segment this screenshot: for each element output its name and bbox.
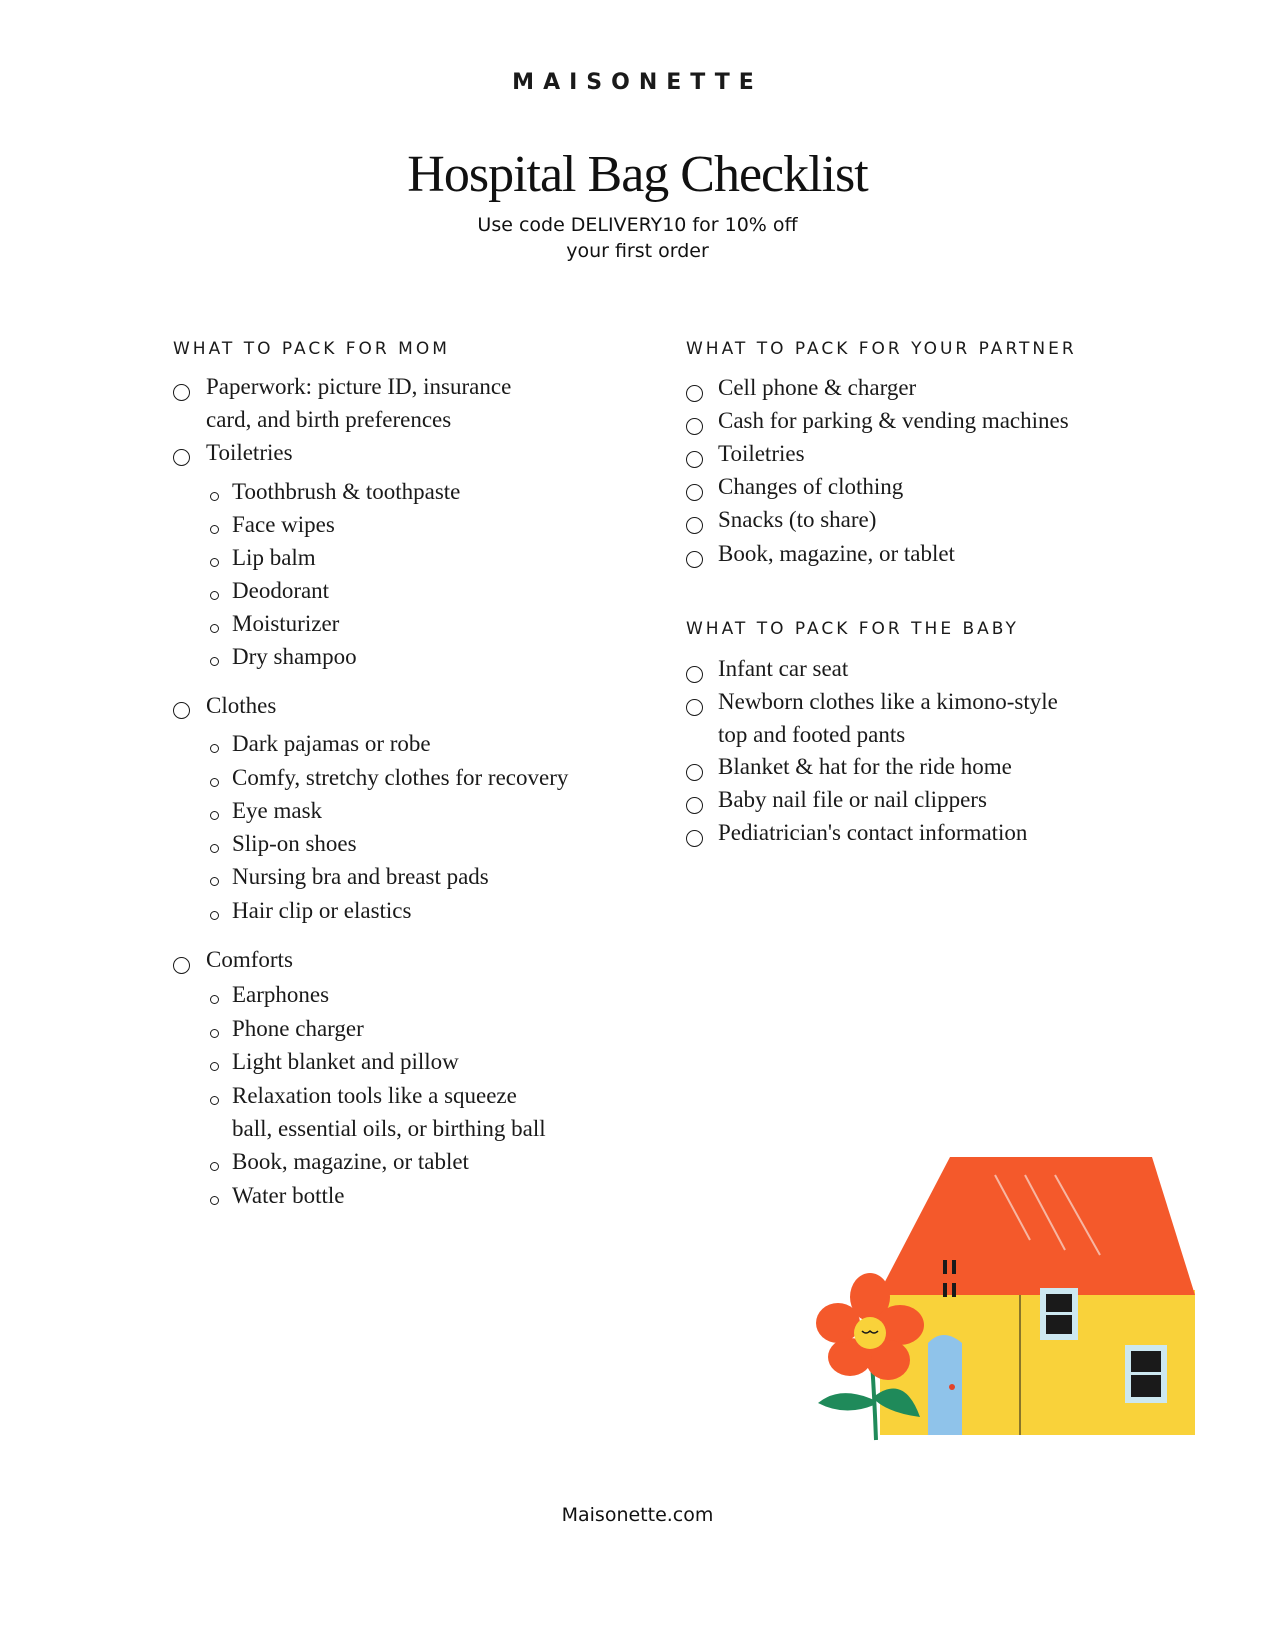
subitem-nursing-bra: Nursing bra and breast pads bbox=[232, 864, 489, 889]
checkbox-baby-2[interactable] bbox=[686, 699, 703, 716]
partner-item-snacks: Snacks (to share) bbox=[718, 507, 877, 532]
checkbox-toiletries[interactable] bbox=[173, 449, 190, 466]
partner-item-cell-phone: Cell phone & charger bbox=[718, 375, 917, 400]
bullet bbox=[210, 657, 219, 666]
subitem-book: Book, magazine, or tablet bbox=[232, 1149, 469, 1174]
checkbox-baby-3[interactable] bbox=[686, 764, 703, 781]
partner-item-cash: Cash for parking & vending machines bbox=[718, 408, 1069, 433]
house-illustration bbox=[810, 1155, 1200, 1445]
checkbox-partner-3[interactable] bbox=[686, 451, 703, 468]
house-icon bbox=[878, 1157, 1195, 1435]
subitem-earphones: Earphones bbox=[232, 982, 330, 1007]
subitem-eye-mask: Eye mask bbox=[232, 798, 323, 823]
baby-item-car-seat: Infant car seat bbox=[718, 656, 849, 681]
subitem-phone-charger: Phone charger bbox=[232, 1016, 364, 1041]
subitem-moisturizer: Moisturizer bbox=[232, 611, 340, 636]
subitem-face-wipes: Face wipes bbox=[232, 512, 335, 537]
subitem-slip-on-shoes: Slip-on shoes bbox=[232, 831, 357, 856]
bullet bbox=[210, 844, 219, 853]
checkbox-baby-4[interactable] bbox=[686, 797, 703, 814]
promo-line-2: your first order bbox=[566, 240, 709, 262]
checkbox-comforts[interactable] bbox=[173, 957, 190, 974]
subitem-deodorant: Deodorant bbox=[232, 578, 330, 603]
promo-text bbox=[0, 212, 1275, 264]
subitem-lip-balm: Lip balm bbox=[232, 545, 316, 570]
baby-item-newborn-clothes-2: top and footed pants bbox=[718, 722, 906, 747]
bullet bbox=[210, 811, 219, 820]
bullet bbox=[210, 1196, 219, 1205]
bullet bbox=[210, 1096, 219, 1105]
subitem-water-bottle: Water bottle bbox=[232, 1183, 345, 1208]
bullet bbox=[210, 744, 219, 753]
subitem-hair-clip: Hair clip or elastics bbox=[232, 898, 412, 923]
bullet bbox=[210, 1062, 219, 1071]
checkbox-partner-5[interactable] bbox=[686, 517, 703, 534]
bullet bbox=[210, 1162, 219, 1171]
checkbox-clothes[interactable] bbox=[173, 702, 190, 719]
subitem-toothbrush: Toothbrush & toothpaste bbox=[232, 479, 461, 504]
checkbox-paperwork[interactable] bbox=[173, 384, 190, 401]
bullet bbox=[210, 591, 219, 600]
bullet bbox=[210, 877, 219, 886]
item-comforts: Comforts bbox=[206, 947, 293, 972]
partner-item-clothing: Changes of clothing bbox=[718, 474, 904, 499]
bullet bbox=[210, 1029, 219, 1038]
baby-item-nail-file: Baby nail file or nail clippers bbox=[718, 787, 987, 812]
partner-item-toiletries: Toiletries bbox=[718, 441, 805, 466]
subitem-pajamas: Dark pajamas or robe bbox=[232, 731, 431, 756]
bullet bbox=[210, 624, 219, 633]
brand-logo: MAISONETTE bbox=[512, 70, 763, 95]
bullet bbox=[210, 558, 219, 567]
checkbox-baby-1[interactable] bbox=[686, 666, 703, 683]
checkbox-partner-6[interactable] bbox=[686, 551, 703, 568]
bullet bbox=[210, 995, 219, 1004]
baby-item-blanket-hat: Blanket & hat for the ride home bbox=[718, 754, 1012, 779]
checkbox-partner-4[interactable] bbox=[686, 484, 703, 501]
footer-url[interactable]: Maisonette.com bbox=[561, 1504, 714, 1526]
item-paperwork-2: card, and birth preferences bbox=[206, 407, 452, 432]
partner-item-book: Book, magazine, or tablet bbox=[718, 541, 955, 566]
section-heading-baby: WHAT TO PACK FOR THE BABY bbox=[686, 619, 1019, 639]
baby-item-pediatrician: Pediatrician's contact information bbox=[718, 820, 1028, 845]
item-paperwork-1: Paperwork: picture ID, insurance bbox=[206, 374, 512, 399]
page-title: Hospital Bag Checklist bbox=[407, 146, 868, 203]
subitem-relaxation-2: ball, essential oils, or birthing ball bbox=[232, 1116, 546, 1141]
promo-line-1: Use code DELIVERY10 for 10% off bbox=[477, 214, 798, 236]
baby-item-newborn-clothes-1: Newborn clothes like a kimono-style bbox=[718, 689, 1058, 714]
section-heading-mom: WHAT TO PACK FOR MOM bbox=[173, 339, 450, 359]
subitem-comfy-clothes: Comfy, stretchy clothes for recovery bbox=[232, 765, 569, 790]
checkbox-partner-1[interactable] bbox=[686, 385, 703, 402]
item-toiletries: Toiletries bbox=[206, 440, 293, 465]
bullet bbox=[210, 778, 219, 787]
item-clothes: Clothes bbox=[206, 693, 277, 718]
subitem-blanket-pillow: Light blanket and pillow bbox=[232, 1049, 459, 1074]
bullet bbox=[210, 492, 219, 501]
section-heading-partner: WHAT TO PACK FOR YOUR PARTNER bbox=[686, 339, 1077, 359]
bullet bbox=[210, 911, 219, 920]
subitem-relaxation-1: Relaxation tools like a squeeze bbox=[232, 1083, 517, 1108]
checkbox-baby-5[interactable] bbox=[686, 830, 703, 847]
checkbox-partner-2[interactable] bbox=[686, 418, 703, 435]
bullet bbox=[210, 525, 219, 534]
subitem-dry-shampoo: Dry shampoo bbox=[232, 644, 357, 669]
